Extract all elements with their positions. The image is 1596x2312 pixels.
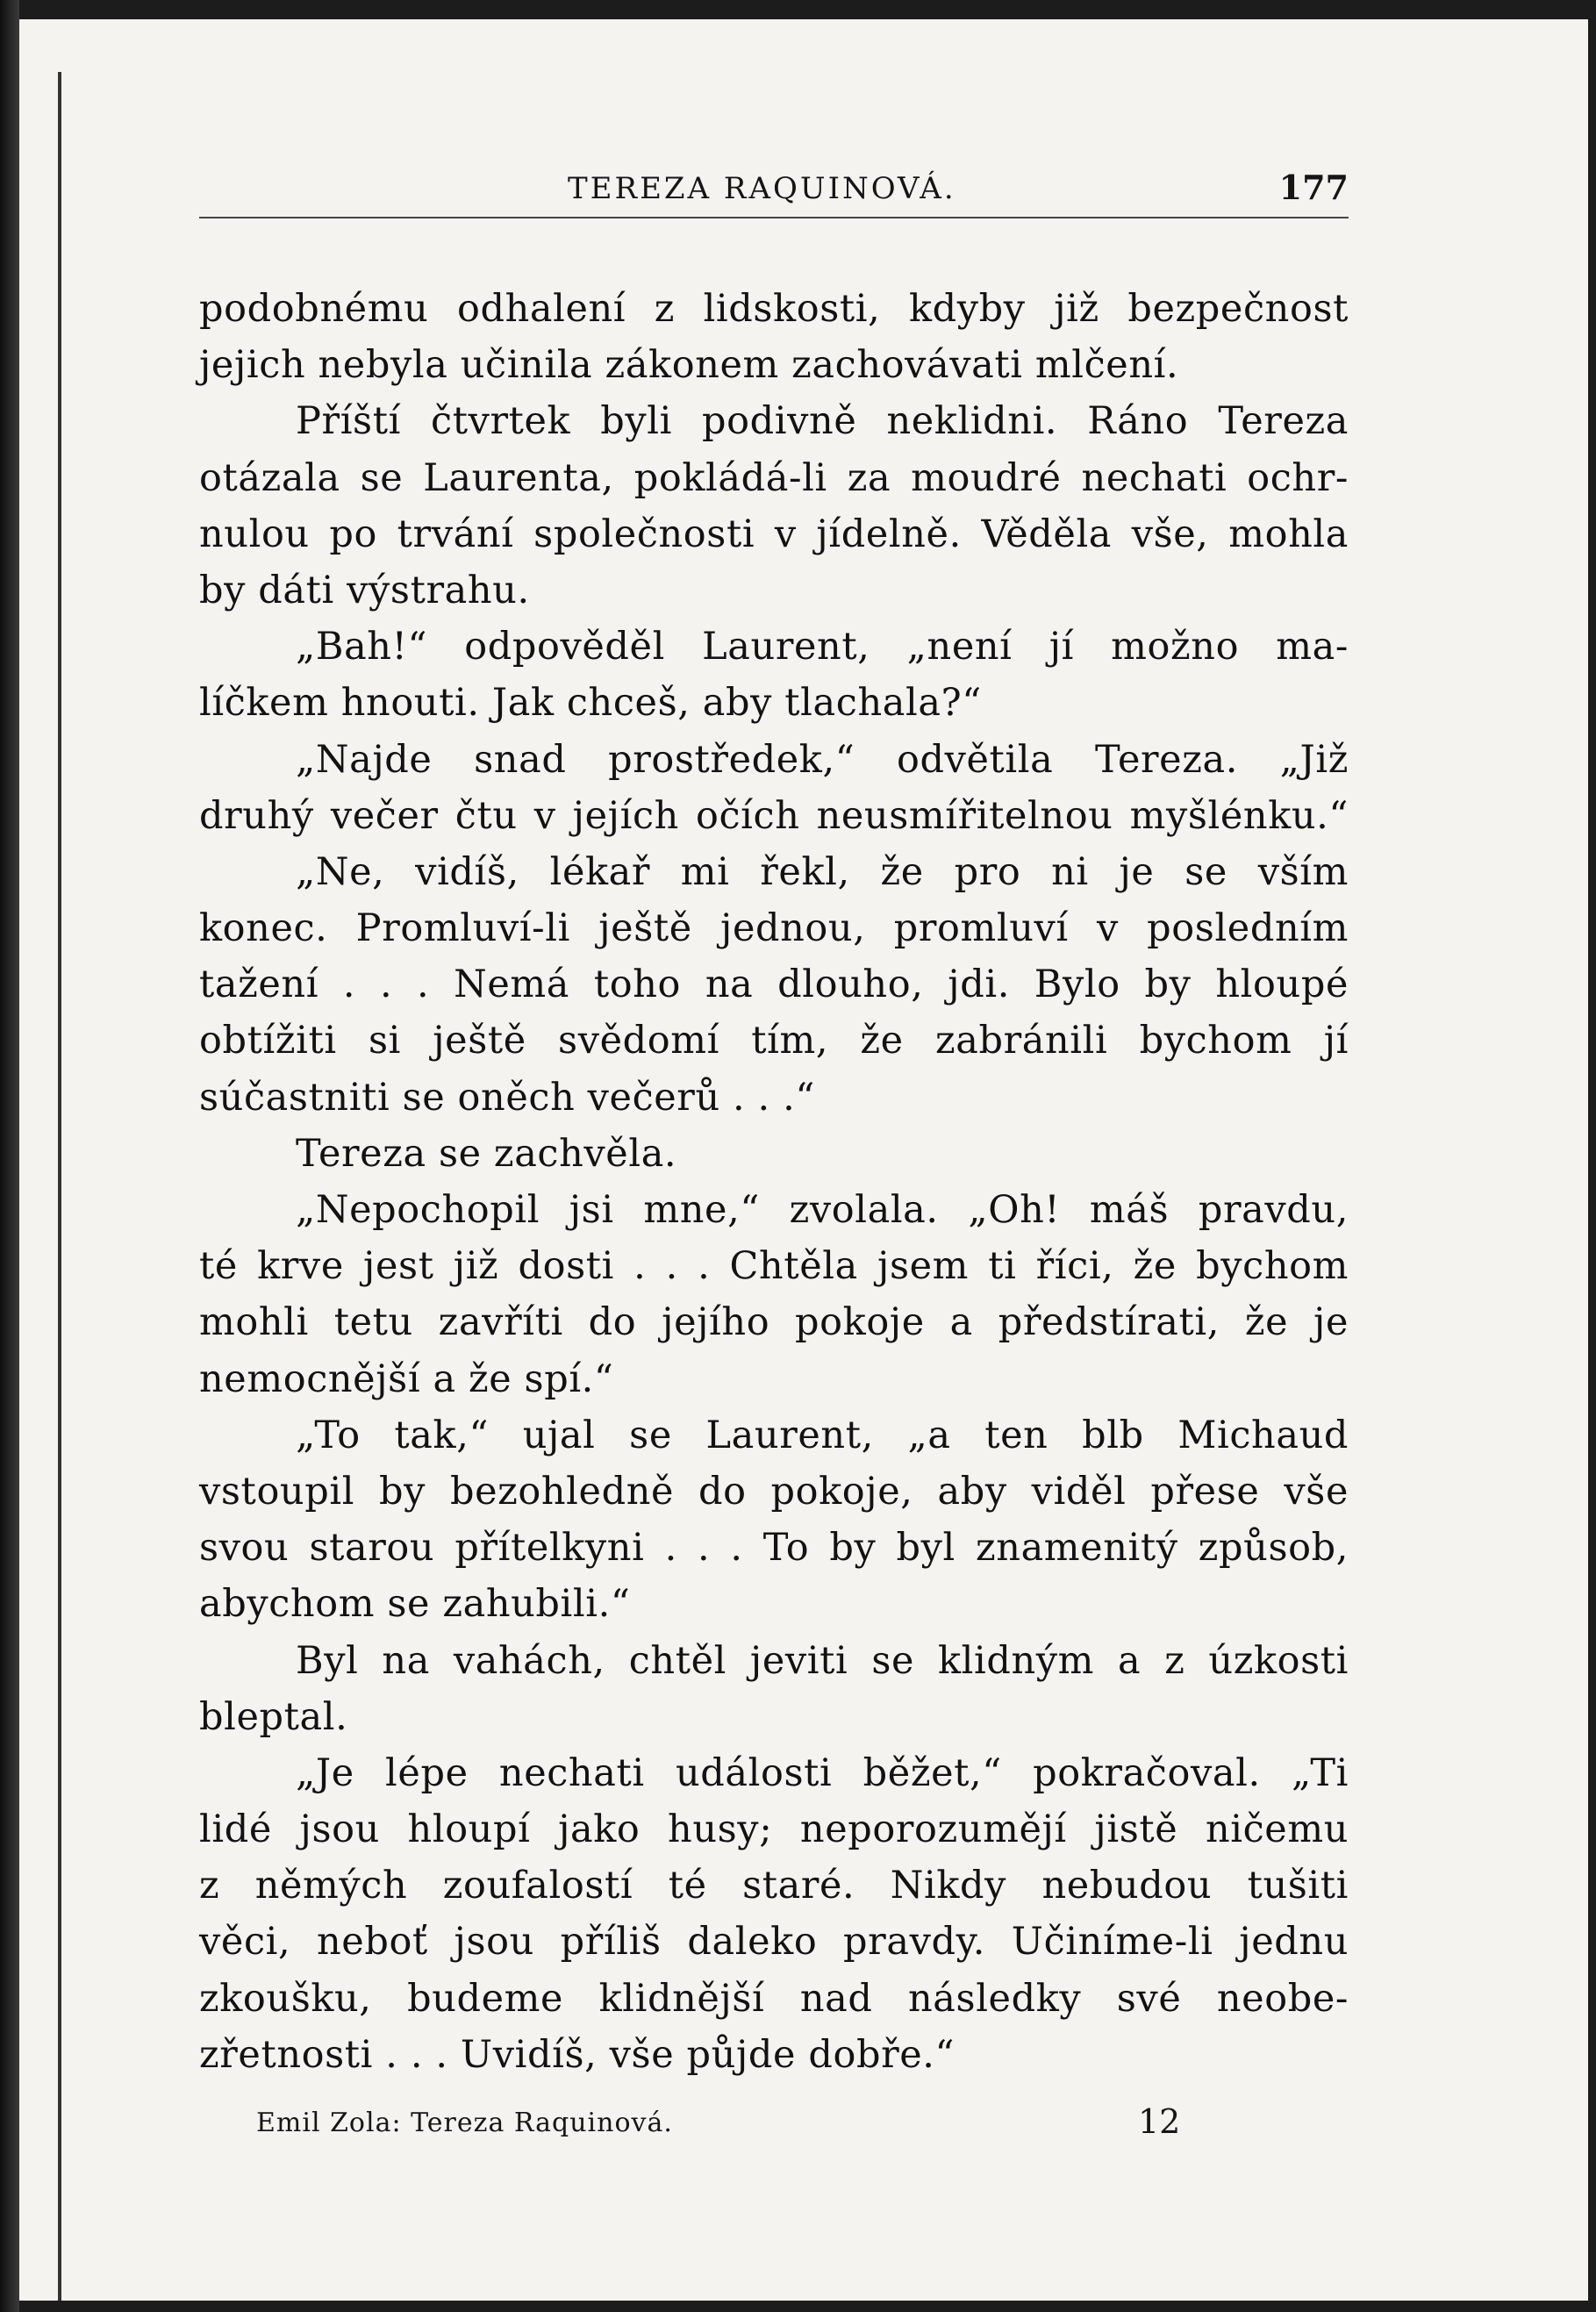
text-line: z němých zoufalostí té staré. Nikdy nebudou tušiti bbox=[199, 1864, 1349, 1908]
text-line: druhý večer čtu v jejích očích neusmířitelnou myšlénku.“ bbox=[199, 793, 1349, 838]
text-line: by dáti výstrahu. bbox=[199, 568, 530, 612]
text-line: Byl na vahách, chtěl jeviti se klidným a z úzkosti bbox=[296, 1638, 1349, 1683]
text-line: věci, neboť jsou příliš daleko pravdy. Učiníme-li jednu bbox=[199, 1920, 1349, 1965]
page-header bbox=[199, 164, 1349, 218]
text-line: Tereza se zachvěla. bbox=[296, 1131, 677, 1176]
text-line: súčastniti se oněch večerů . . .“ bbox=[199, 1075, 815, 1120]
text-line: otázala se Laurenta, pokládá-li za moudré nechati ochr- bbox=[199, 455, 1349, 500]
text-line: konec. Promluví-li ještě jednou, promluví v posledním bbox=[199, 906, 1349, 951]
text-line: tažení . . . Nemá toho na dlouho, jdi. Bylo by hloupé bbox=[199, 963, 1349, 1007]
text-line: svou starou přítelkyni . . . To by byl znamenitý způsob, bbox=[199, 1526, 1349, 1571]
text-line: obtížiti si ještě svědomí tím, že zabránili bychom jí bbox=[199, 1019, 1349, 1063]
text-line: lidé jsou hloupí jako husy; neporozumějí jistě ničemu bbox=[199, 1807, 1349, 1852]
text-line: „Bah!“ odpověděl Laurent, „není jí možno ma- bbox=[296, 625, 1349, 669]
text-line: abychom se zahubili.“ bbox=[199, 1582, 631, 1627]
book-spine-shadow bbox=[0, 0, 19, 2312]
book-page bbox=[19, 19, 1588, 2301]
body-text bbox=[199, 281, 1349, 2083]
text-line: mohli tetu zavříti do jejího pokoje a předstírati, že je bbox=[199, 1300, 1349, 1345]
text-line: „To tak,“ ujal se Laurent, „a ten blb Michaud bbox=[296, 1413, 1349, 1457]
gutter-line bbox=[58, 72, 61, 2301]
text-line: bleptal. bbox=[199, 1694, 348, 1739]
text-line: jejich nebyla učinila zákonem zachovávati mlčení. bbox=[199, 343, 1179, 388]
text-line: nulou po trvání společnosti v jídelně. Věděla vše, mohla bbox=[199, 512, 1349, 556]
text-line: zřetnosti . . . Uvidíš, vše půjde dobře.“ bbox=[199, 2032, 955, 2077]
text-line: té krve jest již dosti . . . Chtěla jsem ti říci, že bychom bbox=[199, 1244, 1349, 1289]
text-line: „Je lépe nechati události běžet,“ pokračoval. „Ti bbox=[296, 1750, 1349, 1795]
footer-credit: Emil Zola: Tereza Raquinová. bbox=[256, 2108, 673, 2138]
page-number: 177 bbox=[1278, 168, 1349, 207]
text-line: zkoušku, budeme klidnější nad následky své neobe- bbox=[199, 1976, 1349, 2021]
text-line: vstoupil by bezohledně do pokoje, aby viděl přese vše bbox=[199, 1469, 1349, 1514]
printer-signature: 12 bbox=[1138, 2102, 1181, 2141]
text-line: „Ne, vidíš, lékař mi řekl, že pro ni je se vším bbox=[296, 849, 1349, 894]
text-line: nemocnější a že spí.“ bbox=[199, 1356, 614, 1401]
text-line: Příští čtvrtek byli podivně neklidni. Ráno Tereza bbox=[296, 399, 1349, 444]
text-line: „Nepochopil jsi mne,“ zvolala. „Oh! máš pravdu, bbox=[296, 1188, 1349, 1232]
text-line: podobnému odhalení z lidskosti, kdyby již bezpečnost bbox=[199, 287, 1349, 331]
text-line: líčkem hnouti. Jak chceš, aby tlachala?“ bbox=[199, 681, 982, 726]
running-title: TEREZA RAQUINOVÁ. bbox=[568, 171, 956, 206]
text-line: „Najde snad prostředek,“ odvětila Tereza. „Již bbox=[296, 737, 1349, 782]
